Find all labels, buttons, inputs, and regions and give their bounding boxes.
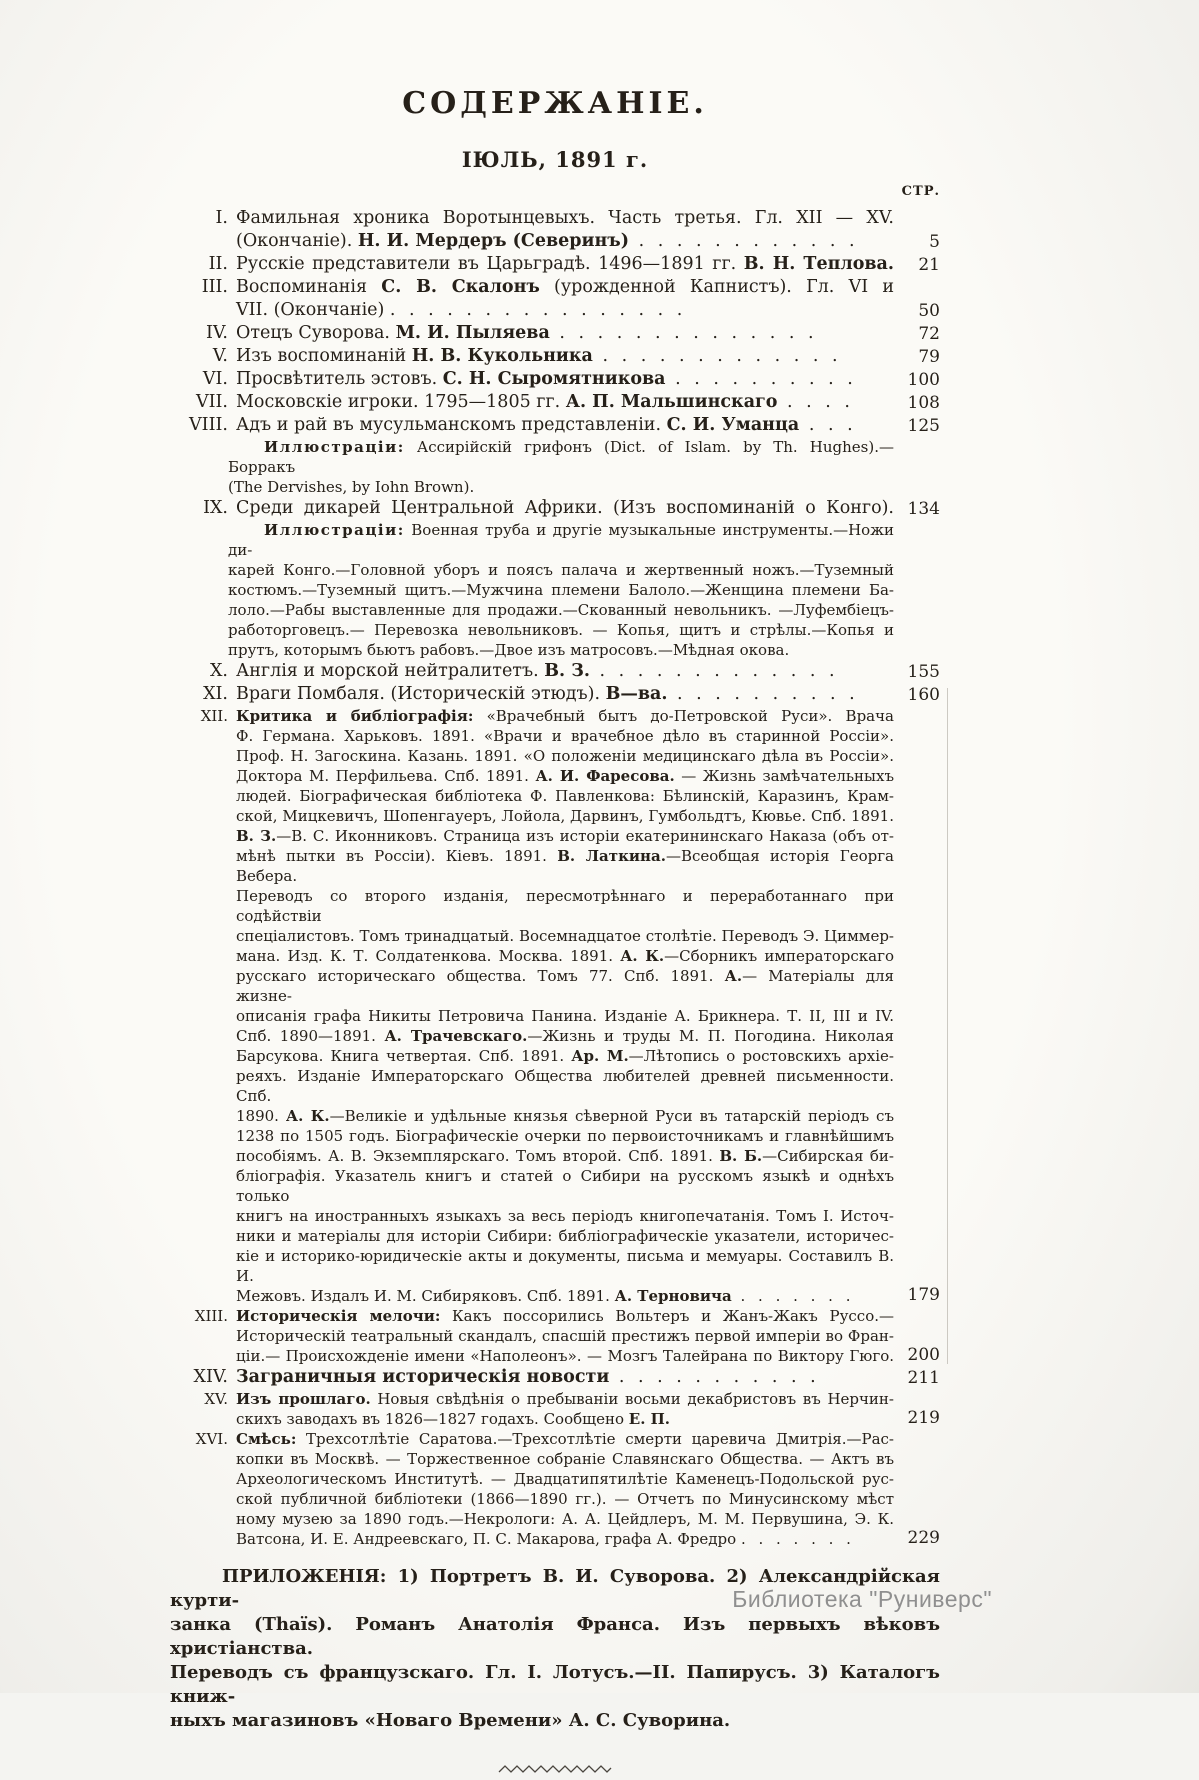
entry-text: [236, 276, 894, 322]
text-segment: ному музею за 1890 годъ.—Некрологи: А. А. Цейдлеръ, М. М. Первушина, Э. К.: [236, 1510, 894, 1528]
text-segment: пособіямъ. А. В. Экземплярскаго. Томъ второй. Спб. 1891.: [236, 1147, 720, 1165]
dot-leader: . . . . . . . . . . . . . . . .: [389, 300, 687, 320]
dot-leader: . . . . . . . . . . . . . .: [549, 323, 818, 343]
entry-text: [236, 497, 894, 520]
entry-page-number: 219: [907, 1408, 940, 1428]
entry-page-number: 200: [907, 1345, 940, 1365]
text-segment: Просвѣтитель эстовъ.: [236, 369, 443, 389]
text-line: [236, 1066, 894, 1106]
text-line: [236, 766, 894, 786]
text-segment: Враги Помбаля. (Историческій этюдъ).: [236, 684, 606, 704]
text-line: [236, 1469, 894, 1489]
bold-text-segment: А. И. Фаресова.: [535, 767, 675, 785]
bold-text-segment: В. З.: [236, 827, 277, 845]
text-segment: Переводъ съ французскаго. Гл. I. Лотусъ.—II. Папирусъ. 3) Каталогъ книж-: [170, 1662, 940, 1707]
text-line: [236, 1026, 894, 1046]
entry-numeral: III.: [201, 277, 228, 297]
entry-page-number: 72: [918, 324, 940, 344]
text-line: [228, 520, 894, 560]
text-segment: Адъ и рай въ мусульманскомъ представленіи.: [236, 415, 667, 435]
text-segment: бліографія. Указатель книгъ и статей о Сибири на русскомъ языкѣ и однѣхъ только: [236, 1167, 894, 1205]
entry-page-number: 21: [918, 255, 940, 275]
text-segment: 1238 по 1505 годъ. Біографическіе очерки по первоисточникамъ и главнѣйшимъ: [236, 1127, 894, 1145]
toc-entry: [170, 253, 940, 276]
dot-leader: . . .: [799, 415, 857, 435]
illustrations-note: [228, 520, 894, 660]
text-line: [236, 1326, 894, 1346]
text-segment: 1890.: [236, 1107, 286, 1125]
entry-numeral: XIII.: [194, 1307, 228, 1325]
text-segment: спеціалистовъ. Томъ тринадцатый. Восемнадцатое столѣтіе. Переводъ Э. Циммер-: [236, 927, 894, 945]
text-line: [236, 846, 894, 886]
text-segment: ныхъ магазиновъ «Новаго Времени» А. С. Суворина.: [170, 1710, 731, 1731]
toc-entry: [170, 1389, 940, 1429]
text-line: [236, 253, 894, 276]
text-segment: —Лѣтопись о ростовскихъ архіе-: [628, 1047, 894, 1065]
text-segment: ской публичной библіотеки (1866—1890 гг.). — Отчетъ по Минусинскому мѣст: [236, 1490, 894, 1508]
entry-numeral: II.: [208, 254, 228, 274]
bold-text-segment: В. Латкина.: [557, 847, 666, 865]
text-line: [236, 497, 894, 520]
toc-entry: [170, 1366, 940, 1389]
watermark: Библиотека "Руниверс": [732, 1586, 992, 1612]
text-segment: работорговецъ.— Перевозка невольниковъ. — Копья, щитъ и стрѣлы.—Копья и: [228, 621, 894, 639]
text-segment: (The Dervishes, by Iohn Brown).: [228, 478, 475, 496]
entry-page-number: 5: [929, 232, 940, 252]
text-segment: —Великіе и удѣльные князья сѣверной Руси въ татарскій періодъ съ: [329, 1107, 894, 1125]
text-line: [228, 640, 894, 660]
text-line: [236, 414, 894, 437]
bold-text-segment: Н. И. Мердеръ (Северинъ): [357, 231, 629, 251]
text-segment: копки въ Москвѣ. — Торжественное собраніе Славянскаго Общества. — Актъ въ: [236, 1450, 894, 1468]
entry-page-number: 229: [907, 1528, 940, 1548]
page-column-header: СТР.: [901, 184, 940, 199]
bold-text-segment: Е. П.: [628, 1410, 671, 1428]
entry-text: [236, 368, 894, 391]
text-line: [236, 826, 894, 846]
text-segment: (Окончаніе).: [236, 231, 358, 251]
text-segment: Военная труба и другіе музыкальные инструменты.—Ножи ди-: [228, 521, 894, 559]
text-line: [236, 1529, 894, 1549]
toc-entry: [170, 391, 940, 414]
dot-leader: . . . . . . .: [731, 1287, 855, 1305]
text-line: [236, 1286, 894, 1306]
text-line: [236, 683, 894, 706]
bold-text-segment: ПРИЛОЖЕНІЯ:: [222, 1566, 387, 1587]
text-line: [170, 1661, 940, 1709]
text-segment: —Сборникъ императорскаго: [664, 947, 895, 965]
text-line: [236, 946, 894, 966]
text-segment: —Жизнь и труды М. П. Погодина. Николая: [527, 1027, 894, 1045]
text-line: [236, 1246, 894, 1286]
entry-numeral: X.: [209, 661, 228, 681]
toc-entry: [170, 276, 940, 322]
text-segment: —Всеобщая исторія Георга Вебера.: [236, 847, 895, 885]
text-line: [228, 620, 894, 640]
bold-text-segment: А. Трачевскаго.: [384, 1027, 528, 1045]
toc-entry: [170, 497, 940, 520]
issue-subtitle: ІЮЛЬ, 1891 г.: [461, 147, 649, 172]
entry-page-number: 179: [907, 1285, 940, 1305]
text-segment: — Матеріалы для жизне-: [236, 967, 894, 1005]
squiggle-ornament-icon: [497, 1762, 613, 1776]
text-segment: занка (Thaïs). Романъ: [170, 1614, 459, 1635]
bold-text-segment: Ар. М.: [571, 1047, 629, 1065]
entry-text: [236, 391, 894, 414]
entry-numeral: IV.: [205, 323, 228, 343]
text-line: [236, 1006, 894, 1026]
text-line: [228, 560, 894, 580]
bold-text-segment: А. П. Мальшинскаго: [565, 392, 778, 412]
text-segment: Изъ первыхъ вѣковъ христіанства.: [170, 1614, 940, 1659]
toc-entry: [170, 660, 940, 683]
text-segment: Новыя свѣдѣнія о пребываніи восьми декабристовъ въ Нерчин-: [370, 1390, 894, 1408]
text-line: [236, 1306, 894, 1326]
text-segment: Фамильная хроника Воротынцевыхъ. Часть третья. Гл. XII — XV.: [236, 208, 894, 228]
text-line: [236, 746, 894, 766]
text-segment: Проф. Н. Загоскина. Казань. 1891. «О положеніи медицинскаго дѣла въ Россіи».: [236, 747, 894, 765]
entry-numeral: XVI.: [195, 1430, 228, 1448]
toc-entry: [170, 706, 940, 1306]
text-segment: Переводъ со второго изданія, пересмотрѣннаго и переработаннаго при содѣйствіи: [236, 887, 894, 925]
entry-numeral: XI.: [203, 684, 228, 704]
text-segment: людей. Біографическая библіотека Ф. Павленкова: Бѣлинскій, Каразинъ, Крам-: [236, 787, 894, 805]
text-line: [236, 1429, 894, 1449]
dot-leader: . . . . . . . . . . . .: [629, 231, 859, 251]
toc-entry: [170, 1429, 940, 1549]
entry-page-number: 125: [907, 416, 940, 436]
page-title: СОДЕРЖАНІЕ.: [402, 86, 708, 121]
text-line: [236, 1449, 894, 1469]
text-segment: Изъ воспоминаній: [236, 346, 412, 366]
text-line: [236, 207, 894, 230]
text-segment: Барсукова. Книга четвертая. Спб. 1891.: [236, 1047, 572, 1065]
text-line: [236, 886, 894, 926]
text-line: [236, 786, 894, 806]
bold-text-segment: Заграничныя историческія новости: [236, 1367, 610, 1387]
bold-text-segment: А. К.: [285, 1107, 330, 1125]
text-line: [236, 322, 894, 345]
text-segment: мѣнѣ пытки въ Россіи). Кіевъ. 1891.: [236, 847, 558, 865]
text-segment: —В. С. Иконниковъ. Страница изъ исторіи екатерининскаго Наказа (объ от-: [276, 827, 895, 845]
entry-page-number: 50: [918, 301, 940, 321]
entry-numeral: IX.: [203, 498, 228, 518]
text-segment: Отецъ Суворова.: [236, 323, 396, 343]
text-line: [236, 1389, 894, 1409]
text-segment: карей Конго.—Головной уборъ и поясъ палача и жертвенный ножъ.—Туземный: [228, 561, 894, 579]
bold-text-segment: Иллюстраціи:: [264, 521, 405, 539]
text-line: [228, 580, 894, 600]
bold-text-segment: А. К.: [620, 947, 665, 965]
book-page-content: [170, 86, 940, 1780]
text-segment: ники и матеріалы для исторіи Сибири: библіографическіе указатели, историчес-: [236, 1227, 894, 1245]
text-segment: реяхъ. Изданіе Императорскаго Общества любителей древней письменности. Спб.: [236, 1067, 894, 1105]
dot-leader: . . . . . . .: [740, 1530, 855, 1548]
entry-text: [236, 1389, 894, 1429]
bold-text-segment: В. Б.: [719, 1147, 763, 1165]
text-line: [170, 1613, 940, 1661]
page-gutter-line: [947, 688, 948, 1364]
bold-text-segment: С. И. Уманца: [666, 415, 800, 435]
bold-text-segment: Критика и библіографія:: [236, 707, 474, 725]
entry-numeral: V.: [212, 346, 228, 366]
text-line: [236, 1046, 894, 1066]
text-segment: мана. Изд. К. Т. Солдатенкова. Москва. 1891.: [236, 947, 621, 965]
bold-text-segment: Изъ прошлаго.: [236, 1390, 371, 1408]
text-segment: кіе и историко-юридическіе акты и документы, письма и мемуары. Составилъ В. И.: [236, 1247, 894, 1285]
text-segment: русскаго историческаго общества. Томъ 77. Спб. 1891.: [236, 967, 725, 985]
text-line: [236, 1126, 894, 1146]
text-line: [236, 1509, 894, 1529]
text-line: [228, 437, 894, 477]
dot-leader: . . . . . . . . . . . . .: [589, 661, 839, 681]
text-segment: скихъ заводахъ въ 1826—1827 годахъ. Сообщено: [236, 1410, 629, 1428]
toc-entry: [170, 368, 940, 391]
illustrations-note: [228, 437, 894, 497]
text-line: [236, 276, 894, 299]
text-segment: Ватсона, И. Е. Андреевскаго, П. С. Макарова, графа А. Фредро: [236, 1530, 741, 1548]
bold-text-segment: Историческія мелочи:: [236, 1307, 441, 1325]
bold-text-segment: Н. В. Кукольника: [411, 346, 593, 366]
entry-text: [236, 1306, 894, 1366]
bold-text-segment: В. И. Суворова.: [542, 1566, 716, 1587]
bold-text-segment: А. Терновича: [614, 1287, 732, 1305]
text-line: [236, 299, 894, 322]
text-segment: Спб. 1890—1891.: [236, 1027, 385, 1045]
text-line: [170, 1709, 940, 1733]
text-line: [236, 368, 894, 391]
bold-text-segment: Иллюстраціи:: [264, 438, 405, 456]
text-segment: Ф. Германа. Харьковъ. 1891. «Врачи и врачебное дѣло въ старинной Россіи».: [236, 727, 894, 745]
entry-numeral: VII.: [195, 392, 228, 412]
bold-text-segment: С. В. Скалонъ: [381, 277, 540, 297]
text-segment: «Врачебный бытъ до-Петровской Руси». Врача: [473, 707, 894, 725]
text-segment: Среди дикарей Центральной Африки. (Изъ воспоминаній о Конго).: [236, 498, 894, 518]
entry-text: [236, 253, 894, 276]
entry-numeral: XV.: [204, 1390, 228, 1408]
text-segment: ской, Мицкевичъ, Шопенгауеръ, Лойола, Дарвинъ, Гумбольдтъ, Кювье. Спб. 1891.: [236, 807, 894, 825]
text-segment: VII. (Окончаніе): [236, 300, 390, 320]
text-segment: — Жизнь замѣчательныхъ: [674, 767, 895, 785]
entry-page-number: 160: [907, 685, 940, 705]
entry-page-number: 155: [907, 662, 940, 682]
text-line: [236, 1346, 894, 1366]
dot-leader: . . . . . . . . . . . . .: [592, 346, 842, 366]
text-segment: Археологическомъ Институтѣ. — Двадцатипятилѣтіе Каменецъ-Подольской рус-: [236, 1470, 894, 1488]
text-line: [236, 806, 894, 826]
text-line: [236, 1226, 894, 1246]
text-segment: Московскіе игроки. 1795—1805 гг.: [236, 392, 566, 412]
dot-leader: . . . .: [777, 392, 854, 412]
text-line: [236, 1106, 894, 1126]
dot-leader: . . . . . . . . . . .: [609, 1367, 820, 1387]
text-segment: Ассирійскій грифонъ (Dict. of Islam. by Th. Hughes).—Борракъ: [228, 438, 894, 476]
toc-entry: [170, 345, 940, 368]
text-segment: Трехсотлѣтіе Саратова.—Трехсотлѣтіе смерти царевича Дмитрія.—Рас-: [296, 1430, 894, 1448]
bold-text-segment: М. И. Пыляева: [395, 323, 550, 343]
entry-text: [236, 322, 894, 345]
toc-entry: [170, 207, 940, 253]
text-line: [236, 706, 894, 726]
entry-text: [236, 1366, 894, 1389]
text-segment: костюмъ.—Туземный щитъ.—Мужчина племени Балоло.—Женщина племени Ба-: [228, 581, 894, 599]
entry-page-number: 100: [907, 370, 940, 390]
text-line: [236, 926, 894, 946]
text-line: [236, 1366, 894, 1389]
toc-entry: [170, 683, 940, 706]
entry-page-number: 211: [907, 1368, 940, 1388]
squiggle-ornament-wrap: [170, 1761, 940, 1780]
entry-page-number: 79: [918, 347, 940, 367]
text-segment: 1) Портретъ: [386, 1566, 543, 1587]
text-segment: лоло.—Рабы выставленные для продажи.—Скованный невольникъ. —Луфембіецъ-: [228, 601, 894, 619]
toc-entry: [170, 322, 940, 345]
table-of-contents: [170, 207, 940, 1549]
bold-text-segment: С. Н. Сыромятникова: [442, 369, 666, 389]
entry-page-number: 108: [907, 393, 940, 413]
dot-leader: . . . . . . . . . .: [665, 369, 857, 389]
entry-page-number: 134: [907, 499, 940, 519]
text-segment: Воспоминанія: [236, 277, 382, 297]
text-segment: описанія графа Никиты Петровича Панина. Изданіе А. Брикнера. Т. II, III и IV.: [236, 1007, 894, 1025]
entry-text: [236, 660, 894, 683]
text-segment: Доктора М. Перфильева. Спб. 1891.: [236, 767, 536, 785]
entry-text: [236, 207, 894, 253]
toc-entry: [170, 414, 940, 437]
text-line: [236, 391, 894, 414]
text-segment: 2) Александрійская курти-: [170, 1566, 940, 1611]
text-segment: —Сибирская би-: [762, 1147, 894, 1165]
text-line: [236, 966, 894, 1006]
entry-numeral: XIV.: [193, 1367, 228, 1387]
text-line: [236, 1409, 894, 1429]
bold-text-segment: А.: [724, 967, 743, 985]
text-line: [236, 660, 894, 683]
entry-numeral: XII.: [200, 707, 228, 725]
bold-text-segment: Смѣсь:: [236, 1430, 297, 1448]
text-segment: ціи.— Происхожденіе имени «Наполеонъ». — Мозгъ Талейрана по Виктору Гюго.: [236, 1347, 894, 1365]
bold-text-segment: В. З.: [544, 661, 590, 681]
entry-text: [236, 1429, 894, 1549]
text-line: [236, 230, 894, 253]
text-segment: (урожденной Капнистъ). Гл. VI и: [539, 277, 894, 297]
bold-text-segment: В—ва.: [605, 684, 668, 704]
dot-leader: . . . . . . . . . .: [667, 684, 859, 704]
text-line: [236, 1489, 894, 1509]
text-line: [236, 345, 894, 368]
entry-text: [236, 345, 894, 368]
text-segment: Англія и морской нейтралитетъ.: [236, 661, 545, 681]
entry-numeral: VIII.: [189, 415, 228, 435]
text-line: [228, 477, 894, 497]
text-segment: Какъ поссорились Вольтеръ и Жанъ-Жакъ Руссо.—: [440, 1307, 894, 1325]
entry-numeral: I.: [215, 208, 228, 228]
text-line: [236, 1206, 894, 1226]
entry-text: [236, 706, 894, 1306]
text-segment: книгъ на иностранныхъ языкахъ за весь періодъ книгопечатанія. Томъ I. Источ-: [236, 1207, 894, 1225]
toc-entry: [170, 1306, 940, 1366]
text-segment: Межовъ. Издалъ И. М. Сибиряковъ. Спб. 1891.: [236, 1287, 615, 1305]
text-line: [236, 1146, 894, 1166]
bold-text-segment: В. Н. Теплова.: [743, 254, 894, 274]
text-segment: Русскіе представители въ Царьградѣ. 1496—1891 гг.: [236, 254, 744, 274]
text-segment: прутъ, которымъ бьютъ рабовъ.—Двое изъ матросовъ.—Мѣдная окова.: [228, 641, 790, 659]
text-segment: Историческій театральный скандалъ, спасшій престижъ первой имперіи во Фран-: [236, 1327, 894, 1345]
entry-text: [236, 414, 894, 437]
entry-numeral: VI.: [202, 369, 228, 389]
text-line: [228, 600, 894, 620]
text-line: [236, 1166, 894, 1206]
entry-text: [236, 683, 894, 706]
bold-text-segment: Анатолія Франса.: [458, 1614, 660, 1635]
text-line: [236, 726, 894, 746]
